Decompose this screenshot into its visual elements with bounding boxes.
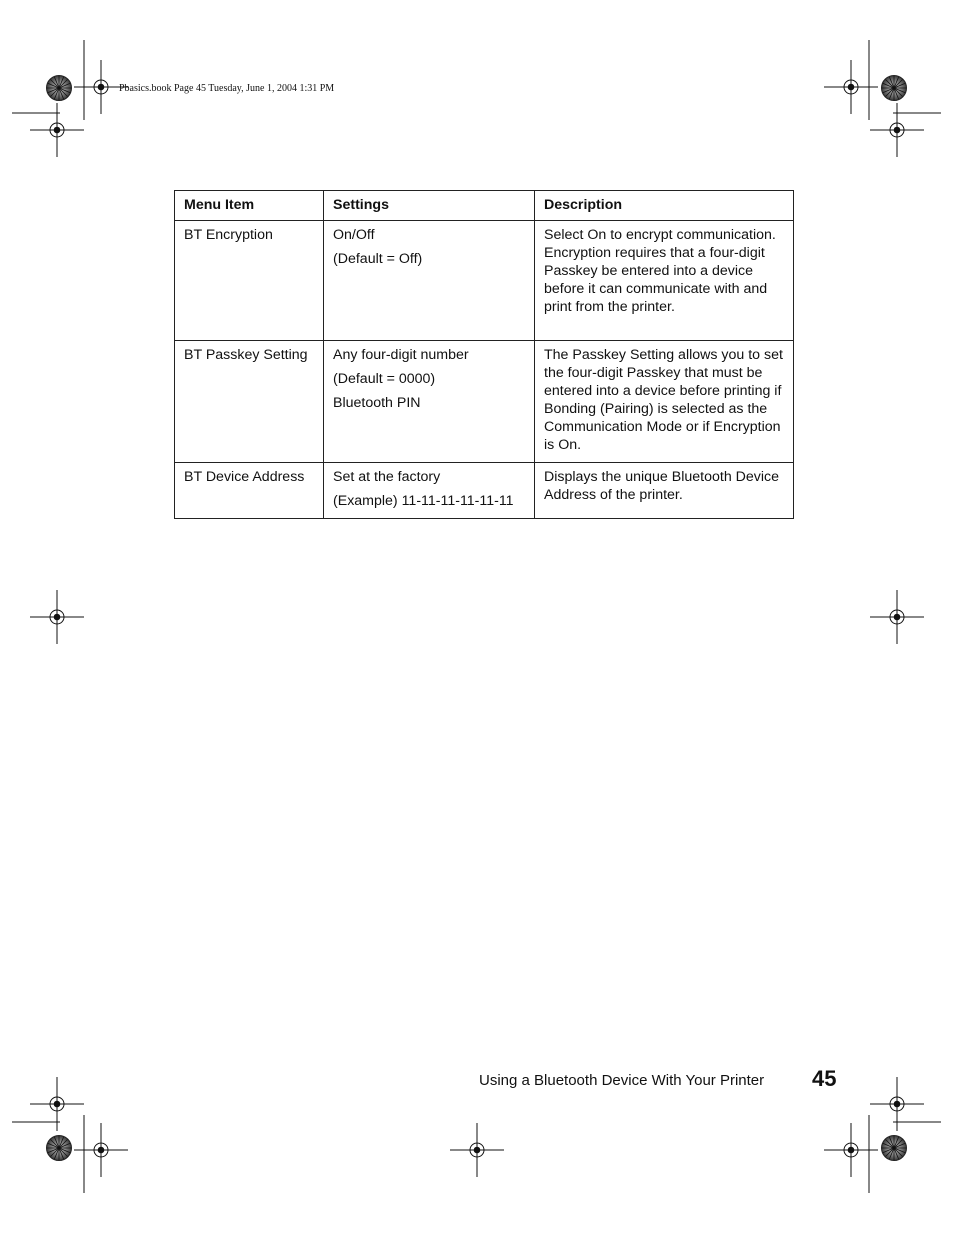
page-number: 45 xyxy=(812,1066,837,1091)
bluetooth-settings-table xyxy=(174,190,794,519)
header-description: Description xyxy=(535,191,794,221)
menu-item-cell: BT Passkey Setting xyxy=(175,341,324,463)
settings-cell xyxy=(324,341,535,463)
table-row xyxy=(175,341,794,463)
description-cell: The Passkey Setting allows you to set the four-digit Passkey that must be entered into a device before printing if Bonding (Pairing) is selected as the Communication Mode or if Encryption is On. xyxy=(535,341,794,463)
setting-line: Set at the factory xyxy=(333,469,441,485)
header-menu-item: Menu Item xyxy=(175,191,324,221)
setting-line: On/Off xyxy=(333,227,375,243)
settings-cell xyxy=(324,221,535,341)
settings-cell xyxy=(324,463,535,519)
setting-line: Bluetooth PIN xyxy=(333,395,421,411)
setting-line: (Default = Off) xyxy=(333,251,423,267)
setting-line: (Example) 11-11-11-11-11-11 xyxy=(333,493,514,509)
table-row xyxy=(175,221,794,341)
setting-line: Any four-digit number xyxy=(333,347,469,363)
description-cell: Displays the unique Bluetooth Device Address of the printer. xyxy=(535,463,794,519)
print-slug: Pbasics.book Page 45 Tuesday, June 1, 2004 1:31 PM xyxy=(119,83,335,94)
table-header-row xyxy=(175,191,794,221)
menu-item-cell: BT Encryption xyxy=(175,221,324,341)
description-cell: Select On to encrypt communication. Encryption requires that a four-digit Passkey be entered into a device before it can communicate with and print from the printer. xyxy=(535,221,794,341)
header-settings: Settings xyxy=(324,191,535,221)
setting-line: (Default = 0000) xyxy=(333,371,436,387)
menu-item-cell: BT Device Address xyxy=(175,463,324,519)
footer-chapter-title: Using a Bluetooth Device With Your Printer xyxy=(479,1072,765,1089)
table-row xyxy=(175,463,794,519)
